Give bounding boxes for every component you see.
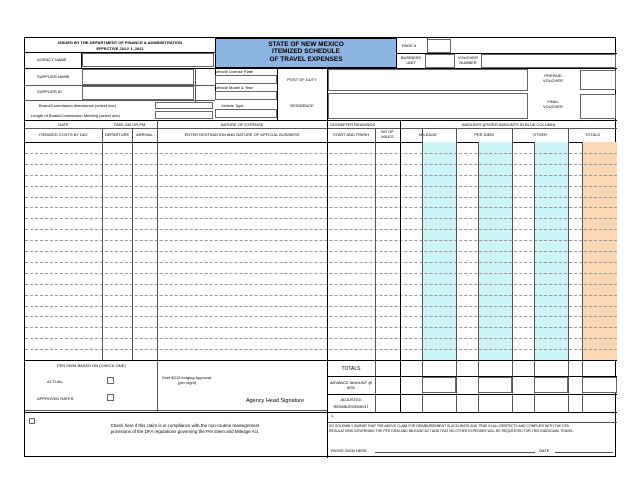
- business-unit-field[interactable]: [425, 54, 455, 68]
- table-row[interactable]: [25, 218, 617, 219]
- lodging-approval-label-2: (per night): [177, 380, 197, 385]
- table-row[interactable]: [25, 327, 617, 328]
- col-nature: NATURE OF EXPENSE: [220, 122, 264, 127]
- compliance-checkbox[interactable]: [29, 418, 35, 424]
- vehicle-model-field[interactable]: [215, 91, 277, 100]
- adjusted-reimbursement-label-1: ADJUSTED: [340, 397, 362, 402]
- title-line-3: OF TRAVEL EXPENSES: [269, 56, 343, 63]
- table-row[interactable]: [25, 284, 617, 285]
- board-meeting-select[interactable]: [155, 111, 213, 119]
- col-arrival: ARRIVAL: [136, 132, 153, 137]
- supplier-id-field[interactable]: [82, 86, 194, 100]
- table-row[interactable]: [25, 197, 617, 198]
- voucher-number-label-2: NUMBER: [459, 60, 477, 65]
- compliance-text-1: Check here if this claim is in compliance with the non-routine reassignment: [110, 423, 260, 428]
- supplier-name-label: SUPPLIER NAME: [37, 74, 70, 79]
- vehicle-license-field[interactable]: [215, 75, 277, 84]
- prepaid-voucher-label-1: PREPAID: [544, 73, 562, 78]
- col-date: DATE: [58, 122, 69, 127]
- supplier-id-label: SUPPLIER ID: [37, 89, 62, 94]
- page-number-field[interactable]: [427, 39, 451, 53]
- voucher-number-label-1: VOUCHER: [457, 55, 478, 60]
- col-departure: DEPARTURE: [104, 132, 130, 137]
- col-amounts: AMOUNTS (ENTER AMOUNTS IN BLUE COLUMN): [461, 122, 556, 127]
- table-row[interactable]: [25, 306, 617, 307]
- agency-name-field[interactable]: [82, 53, 214, 67]
- business-unit-label-1: BUSINESS: [400, 55, 422, 60]
- lodging-approval-label-1: Over $215 lodging Approval:: [161, 375, 213, 380]
- col-odometer: ODOMETER READINGS: [330, 122, 376, 127]
- supplier-name-field[interactable]: [82, 69, 194, 85]
- board-attendance-select[interactable]: [155, 102, 213, 109]
- vehicle-model-label: Vehicle Model & Year: [215, 85, 253, 90]
- table-row[interactable]: [25, 229, 617, 230]
- col-no-of-miles-2: MILES: [381, 134, 394, 139]
- residence-field[interactable]: [328, 93, 528, 119]
- per-diem-based-label: PER DIEM BASED ON (CHECK ONE): [57, 363, 126, 368]
- advance-total-field[interactable]: [582, 377, 617, 393]
- table-row[interactable]: [25, 240, 617, 241]
- affirm-row-number: 1.: [331, 413, 335, 418]
- travel-expense-form: [24, 37, 616, 457]
- business-unit-label-2: UNIT: [406, 60, 416, 65]
- col-time: TIME: AM OR PM: [113, 122, 146, 127]
- table-row[interactable]: [25, 273, 617, 274]
- approved-rates-label: APPROVED RATES: [37, 396, 74, 401]
- col-itemized-costs: ITEMIZED COSTS BY DAY: [39, 132, 88, 137]
- advance-mileage-field[interactable]: [422, 377, 456, 393]
- adjusted-reimbursement-label-2: REIMBURSEMENT: [333, 404, 369, 409]
- residence-label: RESIDENCE: [290, 103, 314, 108]
- affirm-text-2: REGULATIONS GOVERNING THE PER DIEM AND MILEAGE ACT AND THAT NO OTHER EXPENSES WILL BE REQUESTED FOR THIS INDIVIDUAL TRAVEL.: [329, 429, 575, 433]
- title-line-2: ITEMIZED SCHEDULE: [272, 48, 340, 55]
- page-number-label: PAGE #: [402, 43, 417, 48]
- compliance-text-2: provisions of the DFA regulations governing the Per Diem and Mileage Act.: [110, 429, 260, 434]
- effective-date-text: EFFECTIVE JULY 1, 2021: [96, 46, 144, 51]
- advance-other-field[interactable]: [534, 377, 568, 393]
- advance-amount-label-2: 80%: [346, 385, 355, 390]
- actual-label: ACTUAL: [47, 379, 63, 384]
- final-voucher-field[interactable]: [580, 94, 616, 119]
- table-row[interactable]: [25, 153, 617, 154]
- totals-row-label: TOTALS: [341, 366, 361, 372]
- post-of-duty-field[interactable]: [328, 69, 528, 91]
- advance-amount-label-1: ADVANCE AMOUNT @: [329, 380, 373, 385]
- date-label: DATE: [539, 448, 550, 453]
- agency-head-signature-label: Agency Head Signature: [245, 398, 305, 404]
- actual-checkbox[interactable]: [107, 377, 114, 384]
- post-of-duty-label: POST OF DUTY: [287, 77, 317, 82]
- col-start-finish: START AND FINISH: [332, 132, 370, 137]
- col-other: OTHER: [533, 132, 547, 137]
- table-row[interactable]: [25, 349, 617, 350]
- board-meeting-label: Length of Board/Commission Meeting (select one): [31, 113, 120, 118]
- col-no-of-miles-1: NO OF: [381, 129, 394, 134]
- table-row[interactable]: [25, 186, 617, 187]
- vehicle-license-label: Vehicle License Plate: [215, 69, 254, 74]
- final-voucher-label-1: FINAL: [547, 99, 559, 104]
- issued-by-text: ISSUED BY THE DEPARTMENT OF FINANCE & ADMINISTRATION: [57, 40, 183, 45]
- table-row[interactable]: [25, 175, 617, 176]
- vehicle-type-field[interactable]: [215, 109, 277, 118]
- table-row[interactable]: [25, 251, 617, 252]
- table-row[interactable]: [25, 262, 617, 263]
- affirm-text-1: DO SOLEMNLY SWEAR THAT THE ABOVE CLAIM FOR REIMBURSEMENT IS ACCURATE AND TRUE IN ALL RESPECTS AND COMPLIES WITH THE DFA: [329, 424, 569, 428]
- payee-sign-label: PAYEE SIGN HERE: [331, 448, 367, 453]
- voucher-number-field[interactable]: [481, 54, 616, 68]
- table-row[interactable]: [25, 207, 617, 208]
- approved-rates-checkbox[interactable]: [107, 394, 114, 401]
- advance-per-diem-field[interactable]: [478, 377, 512, 393]
- board-attendance-label: Board/Commission Attendance (select one): [39, 103, 116, 108]
- table-row[interactable]: [25, 295, 617, 296]
- agency-name-label: AGENCY NAME: [37, 57, 67, 62]
- vehicle-type-label: Vehicle Type: [221, 103, 244, 108]
- final-voucher-label-2: VOUCHER: [542, 104, 563, 109]
- col-destination: ENTER DESTINATION AND NATURE OF OFFICIAL BUSINESS: [184, 132, 300, 137]
- table-row[interactable]: [25, 164, 617, 165]
- date-line[interactable]: [555, 452, 613, 453]
- col-totals: TOTALS: [584, 132, 601, 137]
- col-mileage: MILEAGE: [419, 132, 437, 137]
- payee-signature-line[interactable]: [375, 452, 535, 453]
- table-row[interactable]: [25, 316, 617, 317]
- title-line-1: STATE OF NEW MEXICO: [268, 41, 344, 48]
- table-row[interactable]: [25, 338, 617, 339]
- prepaid-voucher-field[interactable]: [580, 70, 616, 90]
- prepaid-voucher-label-2: VOUCHER: [542, 78, 563, 83]
- col-per-diem: PER DIEM: [474, 132, 494, 137]
